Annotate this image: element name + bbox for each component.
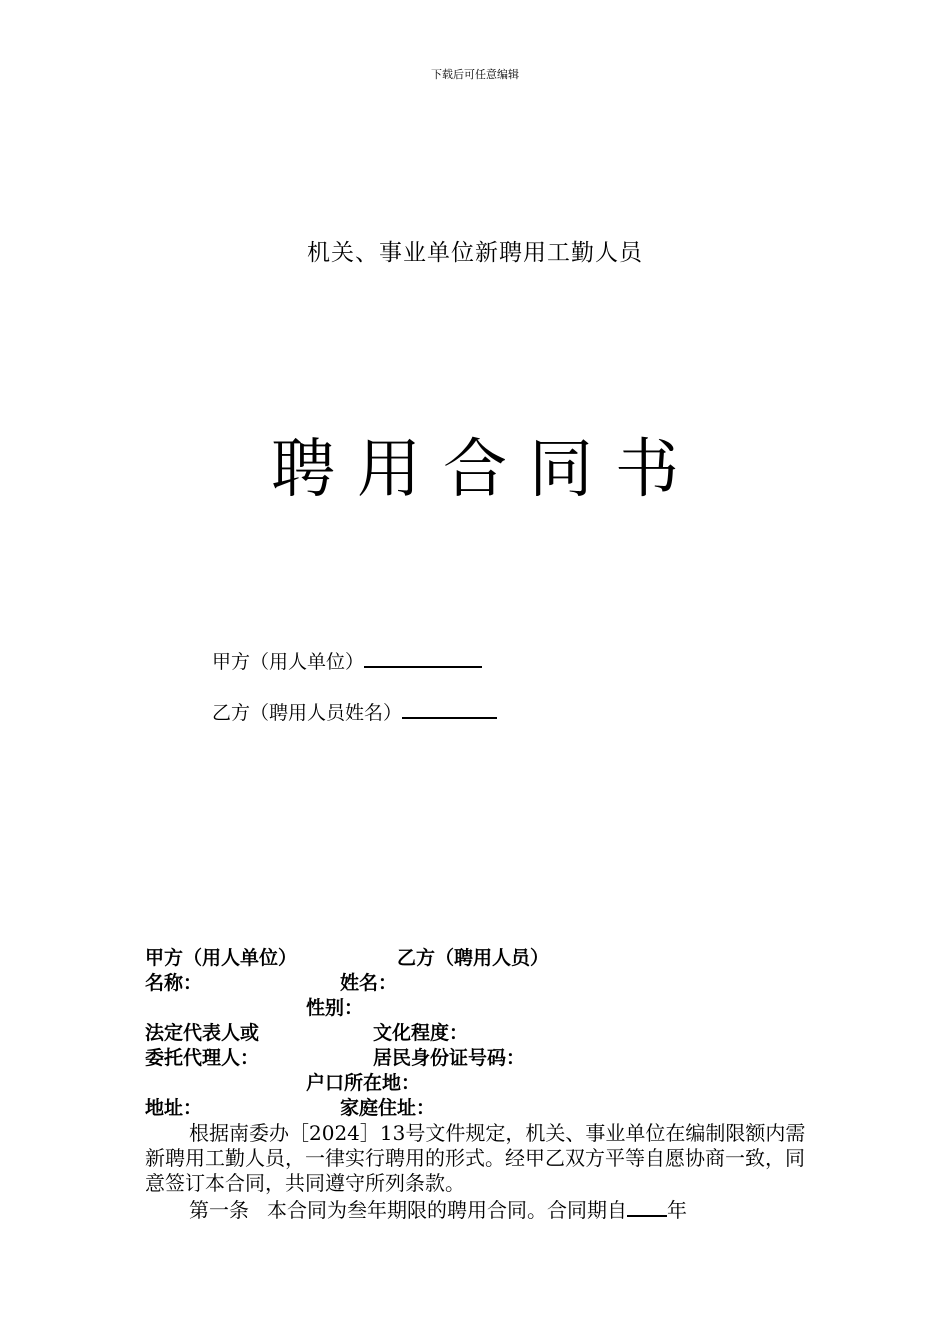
intro-paragraph: 根据南委办［2024］13号文件规定，机关、事业单位在编制限额内需新聘用工勤人员，一律实行聘用的形式。经甲乙双方平等自愿协商一致，同意签订本合同，共同遵守所列条款。	[145, 1121, 806, 1195]
info-party-a-heading: 甲方（用人单位）	[145, 947, 298, 969]
info-gender-label: 性别：	[306, 997, 364, 1019]
cover-party-b	[212, 698, 497, 725]
document-subtitle: 机关、事业单位新聘用工勤人员	[307, 240, 643, 266]
article-1-label: 第一条	[189, 1198, 249, 1222]
cover-party-a-label: 甲方（用人单位）	[212, 651, 365, 673]
info-party-b-heading: 乙方（聘用人员）	[397, 947, 550, 969]
article-1	[145, 1196, 810, 1223]
cover-party-b-label: 乙方（聘用人员姓名）	[212, 702, 403, 724]
info-address-label: 地址：	[145, 1097, 203, 1119]
party-b-blank-line	[402, 699, 497, 719]
info-id-label: 居民身份证号码：	[373, 1047, 526, 1069]
info-education-label: 文化程度：	[373, 1022, 469, 1044]
cover-party-a	[212, 647, 482, 674]
info-hukou-label: 户口所在地：	[306, 1072, 421, 1094]
document-title: 聘用合同书	[271, 433, 701, 507]
info-person-name-label: 姓名：	[340, 972, 398, 994]
article-1-year: 年	[667, 1198, 687, 1222]
info-name-label: 名称：	[145, 972, 203, 994]
info-legal-rep-line1: 法定代表人或	[145, 1022, 260, 1044]
info-home-address-label: 家庭住址：	[340, 1097, 436, 1119]
year-blank-line	[627, 1196, 667, 1217]
article-1-text: 本合同为叁年期限的聘用合同。合同期自	[267, 1198, 627, 1222]
info-legal-rep-line2: 委托代理人：	[145, 1047, 260, 1069]
header-note: 下载后可任意编辑	[431, 68, 519, 81]
party-a-blank-line	[364, 648, 482, 668]
contract-body	[145, 1121, 810, 1223]
